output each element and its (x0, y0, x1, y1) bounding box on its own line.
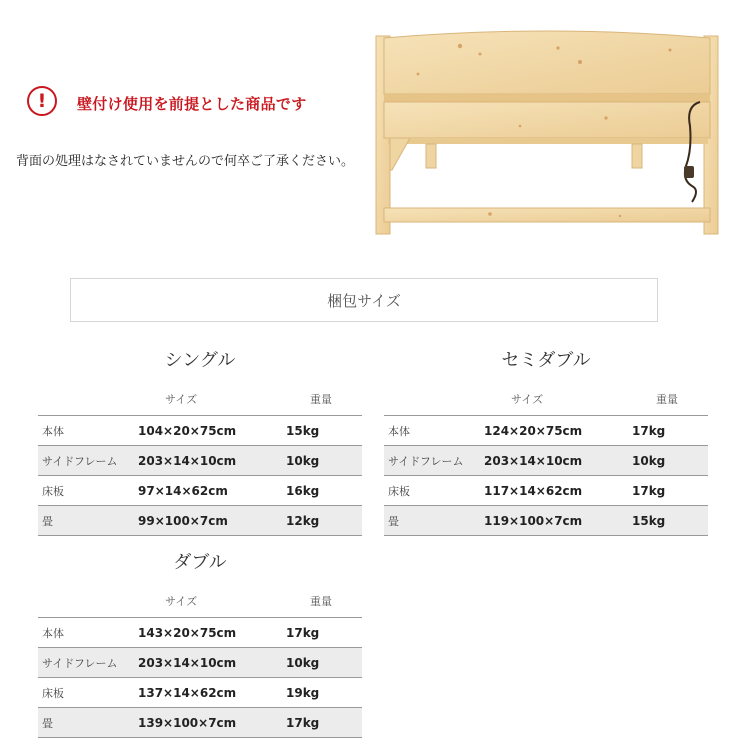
part-weight: 17kg (632, 416, 708, 446)
warning-glyph: ! (37, 90, 47, 112)
table-row (384, 476, 708, 506)
inner-leg-right (632, 144, 642, 168)
table-row (38, 476, 362, 506)
table-row (38, 678, 362, 708)
back-finish-note: 背面の処理はなされていませんので何卒ご了承ください。 (16, 154, 355, 169)
part-weight: 10kg (632, 446, 708, 476)
part-weight: 15kg (632, 506, 708, 536)
part-name: 本体 (38, 618, 138, 648)
column-header-size: サイズ (165, 393, 198, 406)
table-row (38, 416, 362, 446)
part-name: 本体 (38, 416, 138, 446)
part-size: 137×14×62cm (138, 678, 286, 708)
column-header-weight: 重量 (310, 595, 332, 608)
lower-board (384, 102, 710, 138)
size-table-double (38, 550, 362, 738)
part-weight: 17kg (286, 618, 362, 648)
part-name: 畳 (38, 506, 138, 536)
table-row (384, 416, 708, 446)
part-weight: 10kg (286, 446, 362, 476)
part-name: サイドフレーム (38, 446, 138, 476)
column-header-size: サイズ (165, 595, 198, 608)
warning-icon (27, 86, 57, 116)
top-board (384, 31, 710, 94)
table-row (38, 648, 362, 678)
part-name: 床板 (38, 476, 138, 506)
part-name: 畳 (384, 506, 484, 536)
column-header-weight: 重量 (310, 393, 332, 406)
part-size: 119×100×7cm (484, 506, 632, 536)
table-row (38, 506, 362, 536)
size-table-single (38, 348, 362, 536)
part-size: 203×14×10cm (484, 446, 632, 476)
size-table-semi-double (384, 348, 708, 536)
table-row (384, 446, 708, 476)
part-weight: 10kg (286, 648, 362, 678)
packing-size-heading: 梱包サイズ (70, 278, 658, 322)
inner-leg-left (426, 144, 436, 168)
part-size: 143×20×75cm (138, 618, 286, 648)
part-name: 床板 (384, 476, 484, 506)
table-row (38, 618, 362, 648)
wall-mount-notice-heading: 壁付け使用を前提とした商品です (77, 95, 307, 113)
table-row (38, 446, 362, 476)
part-size: 203×14×10cm (138, 446, 286, 476)
table-row (384, 506, 708, 536)
part-weight: 12kg (286, 506, 362, 536)
table-row (38, 708, 362, 738)
left-brace (390, 138, 410, 170)
bottom-rail (384, 208, 710, 222)
part-size: 97×14×62cm (138, 476, 286, 506)
table-title: シングル (164, 350, 236, 371)
table-title: ダブル (173, 552, 227, 573)
part-weight: 15kg (286, 416, 362, 446)
headboard-back-image (370, 30, 750, 240)
part-size: 203×14×10cm (138, 648, 286, 678)
part-weight: 17kg (632, 476, 708, 506)
part-name: 床板 (38, 678, 138, 708)
column-header-weight: 重量 (656, 393, 678, 406)
part-weight: 16kg (286, 476, 362, 506)
part-size: 99×100×7cm (138, 506, 286, 536)
part-size: 139×100×7cm (138, 708, 286, 738)
part-name: サイドフレーム (384, 446, 484, 476)
table-title: セミダブル (501, 350, 591, 371)
part-name: 本体 (384, 416, 484, 446)
part-weight: 19kg (286, 678, 362, 708)
part-weight: 17kg (286, 708, 362, 738)
lower-rail (388, 138, 708, 144)
part-name: 畳 (38, 708, 138, 738)
column-header-size: サイズ (511, 393, 544, 406)
part-size: 124×20×75cm (484, 416, 632, 446)
part-size: 117×14×62cm (484, 476, 632, 506)
part-size: 104×20×75cm (138, 416, 286, 446)
part-name: サイドフレーム (38, 648, 138, 678)
middle-board (384, 94, 710, 102)
